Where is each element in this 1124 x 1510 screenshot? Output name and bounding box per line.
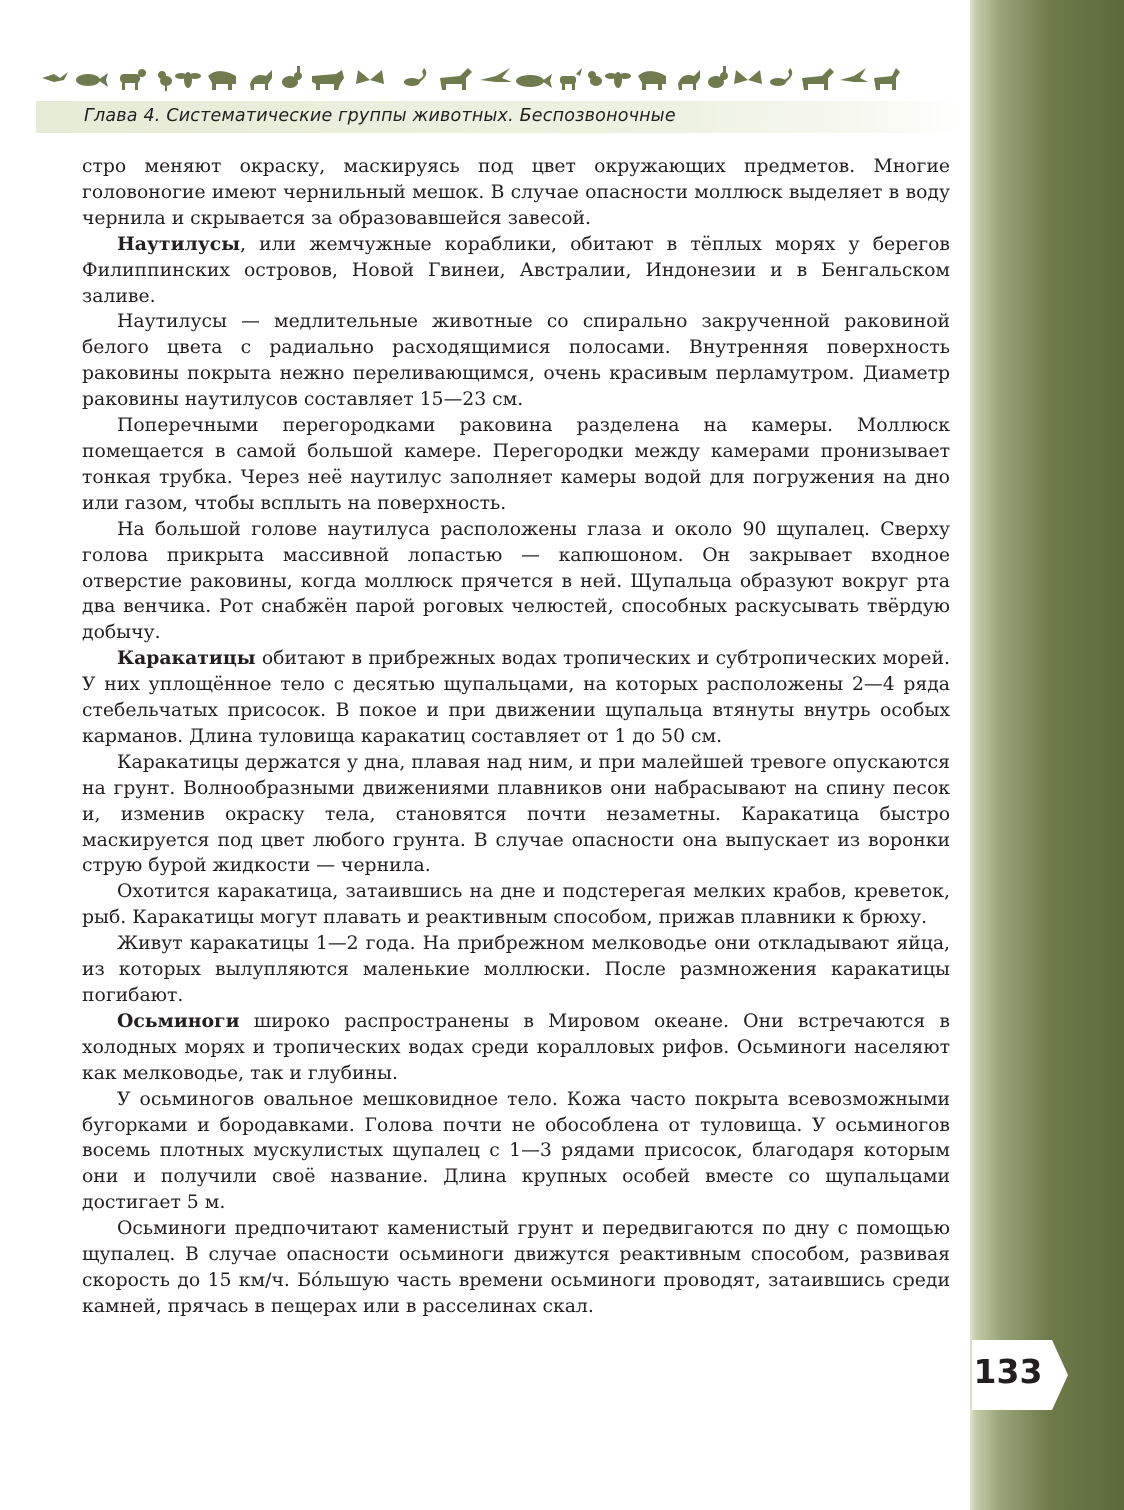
side-color-band [970, 0, 1124, 1510]
paragraph: Каракатицы держатся у дна, плавая над ним, и при малейшей тревоге опускаются на грунт. Волнообразными движениями плавников они набрасывают на спину песок и, изменив окраску тела, становятся почти незаметны. Каракатица быстро маскируется под цвет любого грунта. В случае опасности она выпускает из воронки струю бурой жидкости — чернила. [82, 751, 950, 877]
paragraph: стро меняют окраску, маскируясь под цвет окружающих предметов. Многие головоногие имеют чернильный мешок. В случае опасности моллюск выделяет в воду чернила и скрывается за образовавшейся завесой. [82, 156, 950, 229]
paragraph: Осьминоги предпочитают каменистый грунт и передвигаются по дну с помощью щупалец. В случае опасности осьминоги движутся реактивным способом, развивая скорость до 15 км/ч. Бо́льшую часть времени осьминоги проводят, затаившись среди камней, прячась в пещерах или в расселинах скал. [82, 1218, 950, 1317]
term-octopus: Осьминоги [117, 1009, 240, 1032]
paragraph: Живут каракатицы 1—2 года. На прибрежном мелководье они откладывают яйца, из которых вылупляются маленькие моллюски. После размножения каракатицы погибают. [82, 933, 950, 1006]
animal-silhouettes-icon [40, 64, 900, 94]
paragraph: На большой голове наутилуса расположены глаза и около 90 щупалец. Сверху голова прикрыта массивной лопастью — капюшоном. Он закрывает входное отверстие раковины, когда моллюск прячется в ней. Щупальца образуют вокруг рта два венчика. Рот снабжён парой роговых челюстей, способных раскусывать твёрдую добычу. [82, 518, 950, 644]
chapter-title: Глава 4. Систематические группы животных. Беспозвоночные [84, 106, 676, 126]
paragraph: Охотится каракатица, затаившись на дне и подстерегая мелких крабов, креветок, рыб. Каракатицы могут плавать и реактивным способом, прижав плавники к брюху. [82, 881, 950, 929]
paragraph: Наутилусы — медлительные животные со спирально закрученной раковиной белого цвета с радиально расходящимися полосами. Внутренняя поверхность раковины покрыта нежно переливающимся, очень красивым перламутром. Диаметр раковины наутилусов составляет 15—23 см. [82, 311, 950, 411]
term-nautilus: Наутилусы [117, 232, 241, 255]
paragraph: Поперечными перегородками раковина разделена на камеры. Моллюск помещается в самой большой камере. Перегородки между камерами пронизывает тонкая трубка. Через неё наутилус заполняет камеры водой для погружения на дно или газом, чтобы всплыть на поверхность. [82, 415, 950, 514]
body-text [82, 154, 950, 1320]
paragraph: Наутилусы, или жемчужные кораблики, обитают в тёплых морях у берегов Филиппинских островов, Новой Гвинеи, Австралии, Индонезии и в Бенгальском заливе. [82, 232, 950, 307]
animal-silhouettes-strip [40, 64, 900, 94]
paragraph: У осьминогов овальное мешковидное тело. Кожа часто покрыта всевозможными бугорками и бородавками. Голова почти не обособлена от туловища. У осьминогов восемь плотных мускулистых щупалец с 1—3 рядами присосок, благодаря которым они и получили своё название. Длина крупных особей вместе со щупальцами достигает 5 м. [82, 1088, 950, 1214]
paragraph: Осьминоги широко распространены в Мировом океане. Они встречаются в холодных морях и тропических водах среди коралловых рифов. Осьминоги населяют как мелководье, так и глубины. [82, 1009, 950, 1084]
paragraph: Каракатицы обитают в прибрежных водах тропических и субтропических морей. У них уплощённое тело с десятью щупальцами, на которых расположены 2—4 ряда стебельчатых присосок. В покое и при движении щупальца втянуты внутрь особых карманов. Длина туловища каракатиц составляет от 1 до 50 см. [82, 647, 950, 747]
term-cuttlefish: Каракатицы [117, 647, 256, 670]
page-number: 133 [973, 1352, 1043, 1391]
